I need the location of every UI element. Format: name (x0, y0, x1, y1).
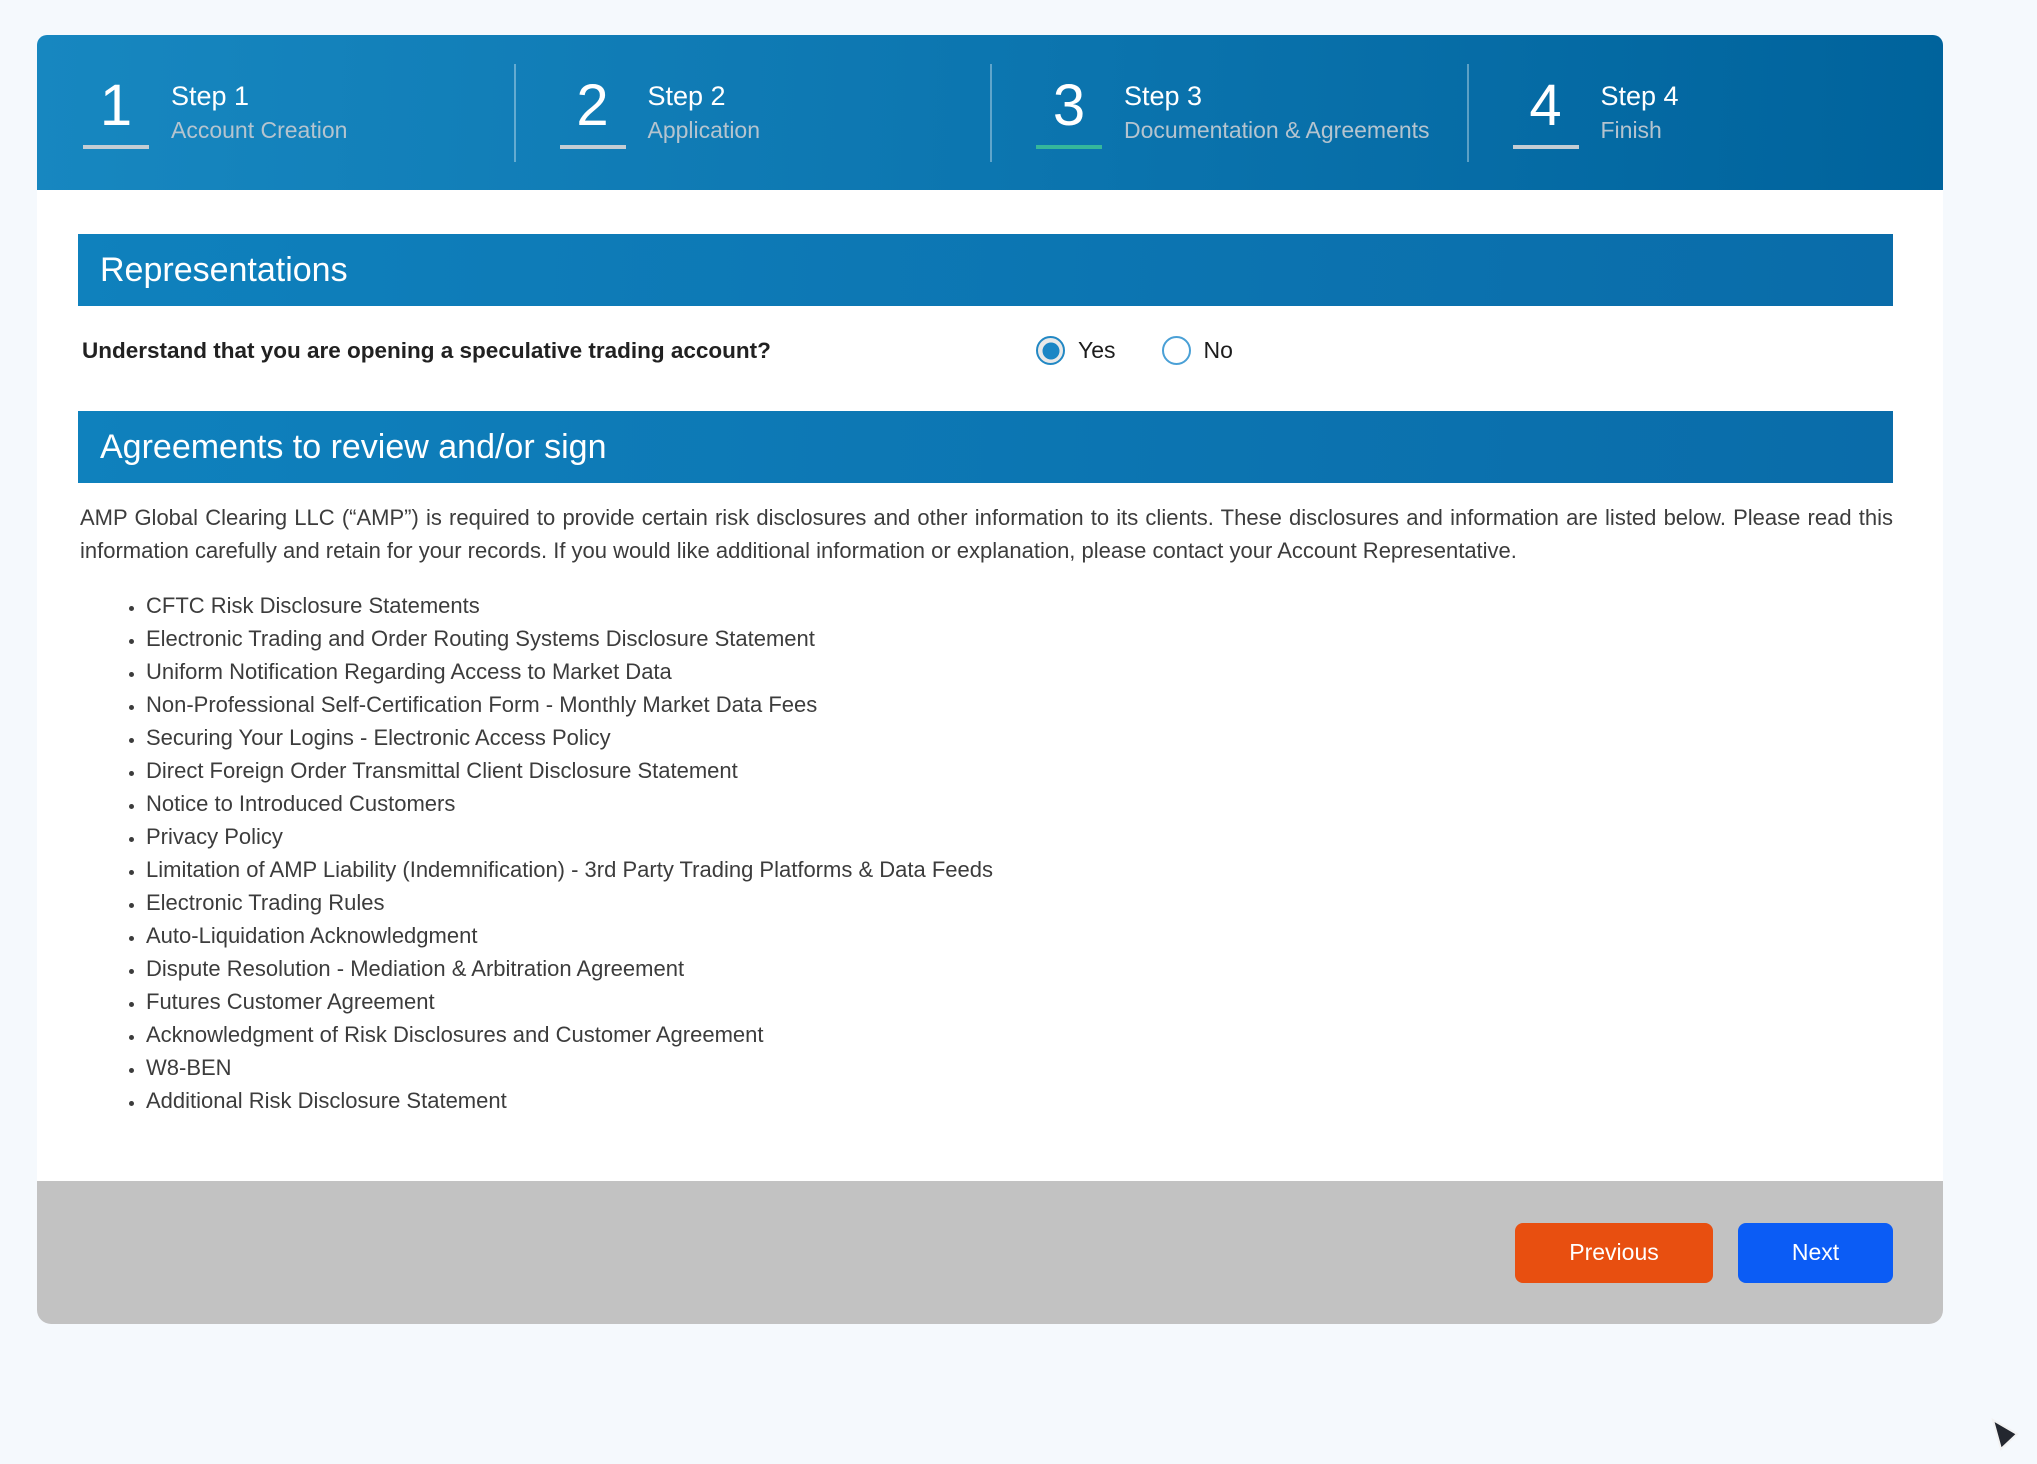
step-4-subtitle: Finish (1600, 117, 1662, 144)
previous-button[interactable]: Previous (1515, 1223, 1713, 1283)
stepper-step-1[interactable] (37, 35, 514, 190)
agreements-section-header (78, 411, 1893, 483)
step-2-title: Step 2 (647, 80, 726, 111)
agreement-item: • Additional Risk Disclosure Statement (146, 1084, 1893, 1117)
step-1-number-block (83, 72, 149, 149)
wizard-footer (37, 1181, 1943, 1324)
agreement-item: • Acknowledgment of Risk Disclosures and Customer Agreement (146, 1018, 1893, 1051)
agreement-item: • Electronic Trading and Order Routing Systems Disclosure Statement (146, 622, 1893, 655)
stepper-step-3-active[interactable] (990, 35, 1467, 190)
agreement-list (78, 589, 1893, 1117)
stepper-step-2[interactable] (514, 35, 991, 190)
step-4-text (1601, 82, 1679, 144)
agreement-item: • Electronic Trading Rules (146, 886, 1893, 919)
radio-no-icon[interactable] (1162, 336, 1191, 365)
radio-yes-label: Yes (1078, 337, 1116, 363)
representations-title: Representations (100, 250, 348, 289)
step-2-number-block (560, 72, 626, 149)
agreement-item: • Auto-Liquidation Acknowledgment (146, 919, 1893, 952)
wizard-panel (37, 35, 1943, 1324)
step-3-title: Step 3 (1124, 80, 1203, 111)
step-3-subtitle: Documentation & Agreements (1124, 117, 1430, 144)
mouse-cursor-icon (1990, 1418, 2020, 1452)
agreement-item: • Uniform Notification Regarding Access to Market Data (146, 655, 1893, 688)
step-1-number: 1 (99, 72, 133, 138)
agreement-item: • Non-Professional Self-Certification Form - Monthly Market Data Fees (146, 688, 1893, 721)
stepper-step-4[interactable] (1467, 35, 1944, 190)
stepper (37, 35, 1943, 190)
agreement-item: • Notice to Introduced Customers (146, 787, 1893, 820)
radio-option-yes[interactable] (1036, 336, 1116, 365)
agreements-intro-paragraph: AMP Global Clearing LLC (“AMP”) is required to provide certain risk disclosures and other information to its clients. These disclosures and information are listed below. Please read this information carefully and retain for your records. If you would like additional information or explanation, please contact your Account Representative. (80, 505, 1893, 563)
step-4-number: 4 (1529, 72, 1562, 138)
radio-yes-selected-icon[interactable] (1036, 336, 1065, 365)
speculative-account-question: Understand that you are opening a speculative trading account? (82, 337, 771, 363)
step-4-underline (1513, 145, 1579, 149)
agreement-item: • Direct Foreign Order Transmittal Client Disclosure Statement (146, 754, 1893, 787)
step-3-number: 3 (1052, 72, 1086, 138)
step-4-number-block (1513, 72, 1579, 149)
agreement-item: • Futures Customer Agreement (146, 985, 1893, 1018)
step-3-text (1124, 82, 1430, 144)
step-2-text (648, 82, 761, 144)
agreement-item: • W8-BEN (146, 1051, 1893, 1084)
representations-section-header (78, 234, 1893, 306)
agreement-item: • Dispute Resolution - Mediation & Arbitration Agreement (146, 952, 1893, 985)
step-1-title: Step 1 (171, 80, 250, 111)
step-2-underline (560, 145, 626, 149)
speculative-account-radio-group (1036, 336, 1233, 365)
form-card (37, 190, 1943, 1181)
step-2-subtitle: Application (647, 117, 761, 144)
radio-no-label: No (1203, 337, 1233, 363)
step-1-underline (83, 145, 149, 149)
step-4-title: Step 4 (1600, 80, 1679, 111)
speculative-account-question-row (82, 336, 1893, 365)
agreement-item: • CFTC Risk Disclosure Statements (146, 589, 1893, 622)
step-3-number-block (1036, 72, 1102, 149)
agreement-item: • Limitation of AMP Liability (Indemnification) - 3rd Party Trading Platforms & Data Feeds (146, 853, 1893, 886)
next-button[interactable]: Next (1738, 1223, 1893, 1283)
radio-option-no[interactable] (1162, 336, 1233, 365)
agreement-item: • Securing Your Logins - Electronic Access Policy (146, 721, 1893, 754)
step-1-subtitle: Account Creation (171, 117, 348, 144)
agreement-item: • Privacy Policy (146, 820, 1893, 853)
agreements-title: Agreements to review and/or sign (100, 427, 607, 466)
step-3-active-underline (1036, 145, 1102, 149)
step-2-number: 2 (576, 72, 609, 138)
step-1-text (171, 82, 347, 144)
